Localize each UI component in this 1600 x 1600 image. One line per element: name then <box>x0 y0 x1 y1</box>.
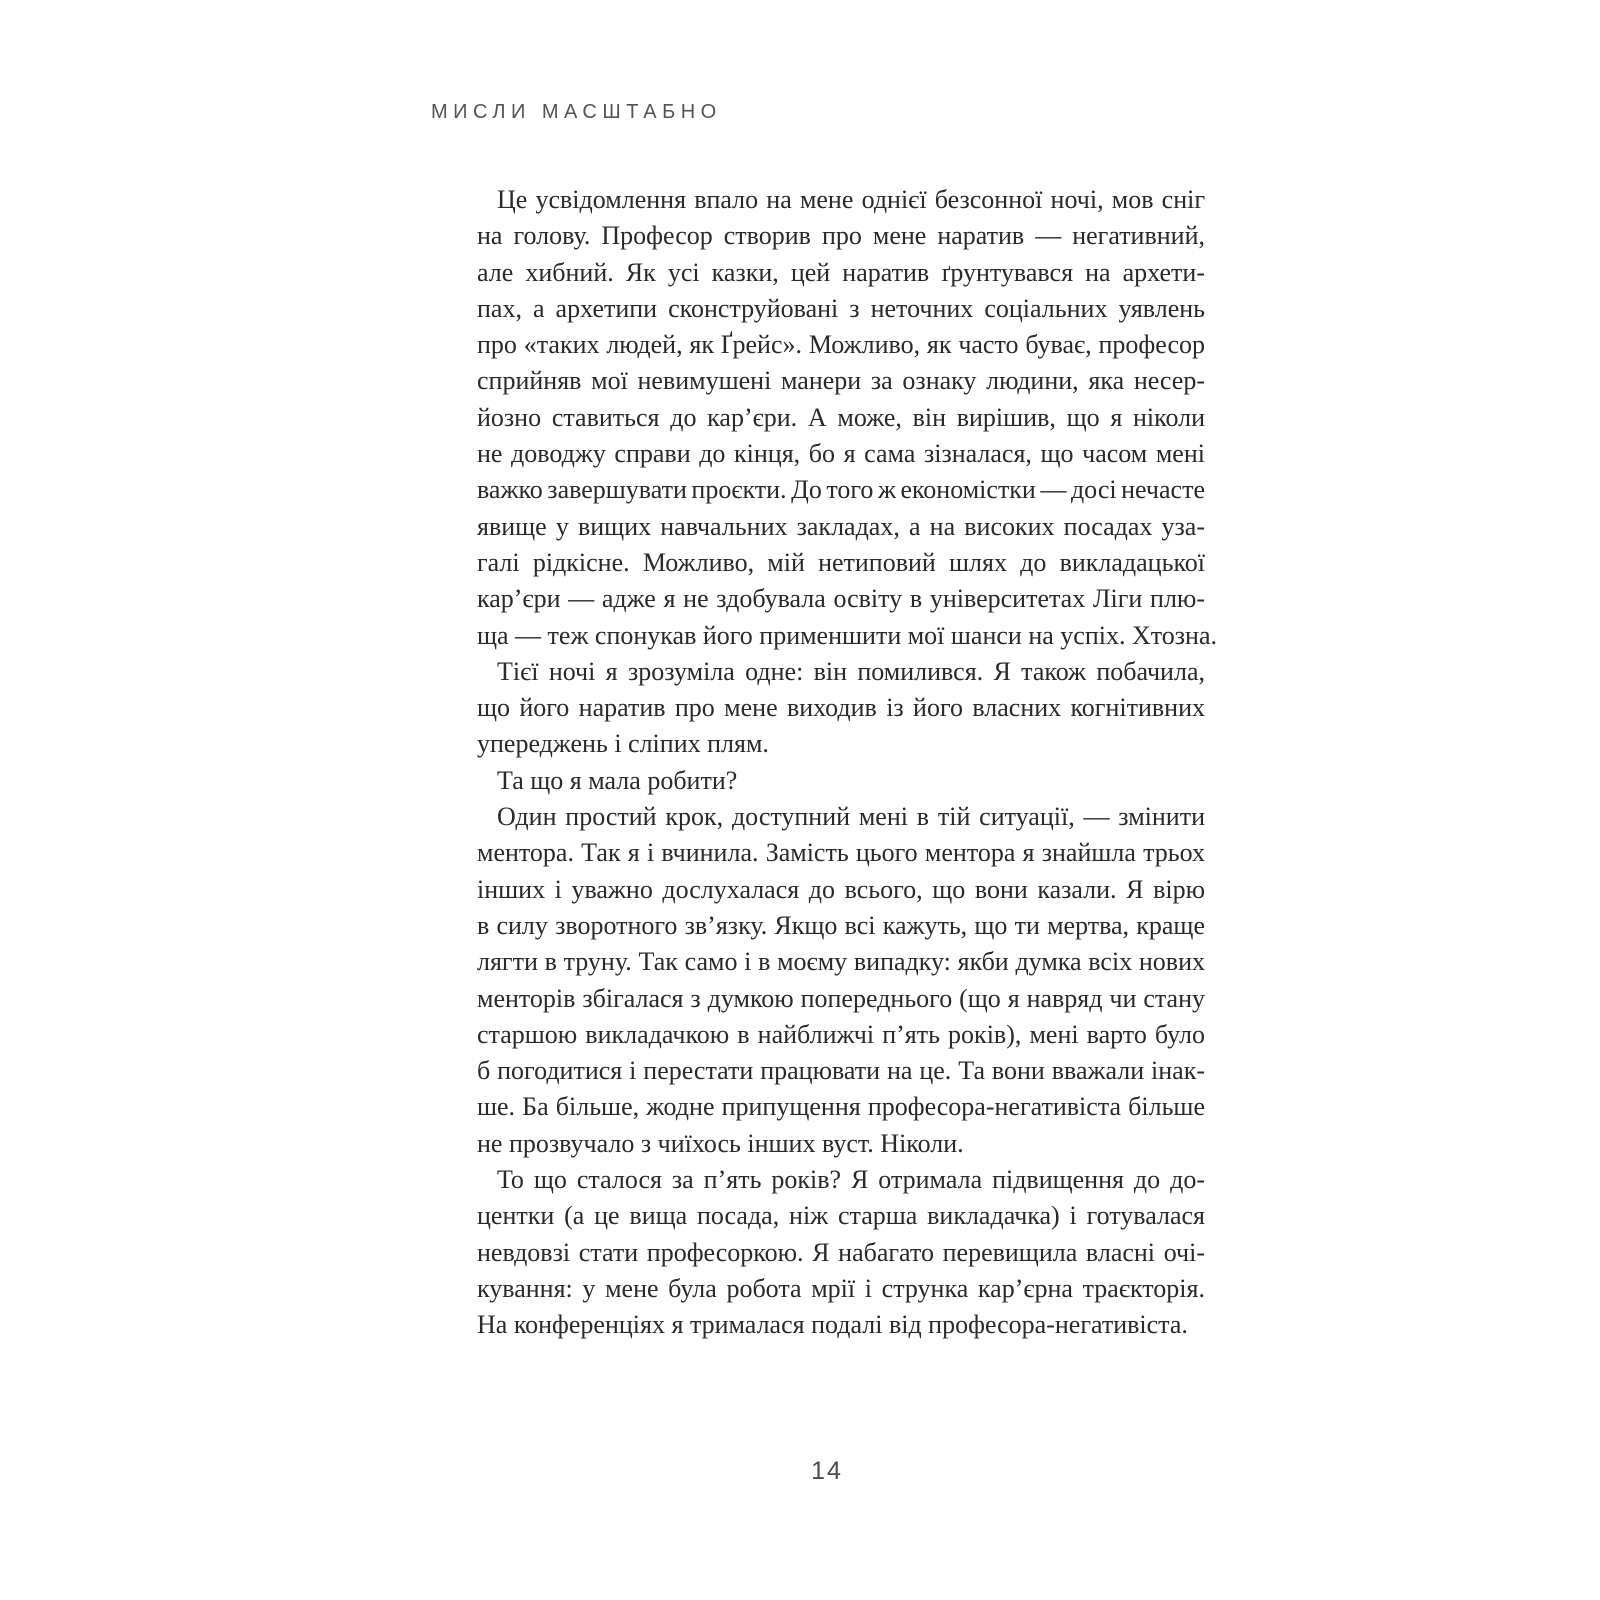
text-line <box>477 981 1205 1017</box>
text-line <box>477 1271 1205 1307</box>
text-line-content: старшою викладачкою в найближчі п’ять років), мені варто було <box>477 1019 1205 1049</box>
text-line-content: упереджень і сліпих плям. <box>477 729 769 759</box>
text-line-content: кар’єри — адже я не здобувала освіту в університетах Ліги плю- <box>477 584 1205 614</box>
text-line-content: сприйняв мої невимушені манери за ознаку людини, яка несер- <box>477 366 1205 396</box>
page-number: 14 <box>811 1457 843 1485</box>
text-line-content: явище у вищих навчальних закладах, а на високих посадах уза- <box>477 511 1205 541</box>
text-line <box>477 1053 1205 1089</box>
text-line <box>477 581 1205 617</box>
text-line <box>477 726 1205 762</box>
text-line-content: ше. Ба більше, жодне припущення професора-негативіста більше <box>477 1092 1205 1122</box>
text-line-content: То що сталося за п’ять років? Я отримала підвищення до до- <box>497 1165 1205 1195</box>
text-line-content: в силу зворотного зв’язку. Якщо всі кажуть, що ти мертва, краще <box>477 910 1205 940</box>
text-line-content: але хибний. Як усі казки, цей наратив ґрунтувався на архети- <box>477 257 1205 287</box>
text-line-content: галі рідкісне. Можливо, мій нетиповий шлях до викладацької <box>477 547 1205 577</box>
text-line-content: лягти в труну. Так само і в моєму випадку: якби думка всіх нових <box>477 947 1205 977</box>
text-line <box>477 545 1205 581</box>
text-line-content: пах, а архетипи сконструйовані з неточних соціальних уявлень <box>477 293 1205 323</box>
text-line-content: центки (а це вища посада, ніж старша викладачка) і готувалася <box>477 1201 1205 1231</box>
text-line <box>477 255 1205 291</box>
text-line-content: не доводжу справи до кінця, бо я сама зізналася, що часом мені <box>477 439 1205 469</box>
text-line <box>477 1198 1205 1234</box>
text-line <box>477 218 1205 254</box>
text-line <box>477 363 1205 399</box>
running-header: МИСЛИ МАСШТАБНО <box>431 101 722 123</box>
text-line-content: йозно ставиться до кар’єри. А може, він вирішив, що я ніколи <box>477 402 1205 432</box>
text-line-content: Один простий крок, доступний мені в тій ситуації, — змінити <box>497 802 1205 832</box>
text-line-content: ментора. Так я і вчинила. Замість цього ментора я знайшла трьох <box>477 838 1205 868</box>
text-line-content: Та що я мала робити? <box>497 765 738 795</box>
text-line-content: на голову. Професор створив про мене наратив — негативний, <box>477 221 1205 251</box>
text-line-content: про «таких людей, як Ґрейс». Можливо, як часто буває, професор <box>477 330 1205 360</box>
text-line <box>477 1017 1205 1053</box>
text-line-content: кування: у мене була робота мрії і струнка кар’єрна траєкторія. <box>477 1273 1205 1303</box>
text-line-content: не прозвучало з чиїхось інших вуст. Ніколи. <box>477 1128 964 1158</box>
text-line <box>477 472 1205 508</box>
text-line-content: Тієї ночі я зрозуміла одне: він помилився. Я також побачила, <box>497 656 1205 686</box>
text-line <box>477 291 1205 327</box>
text-line <box>477 1162 1205 1198</box>
text-line <box>477 763 1205 799</box>
text-line <box>477 690 1205 726</box>
text-line <box>477 799 1205 835</box>
text-line <box>477 944 1205 980</box>
text-line <box>477 908 1205 944</box>
text-line <box>477 872 1205 908</box>
text-line <box>477 618 1217 654</box>
text-line-content: ща — теж спонукав його применшити мої шанси на успіх. Хтозна. <box>477 620 1217 650</box>
text-line-content: невдовзі стати професоркою. Я набагато перевищила власні очі- <box>477 1237 1205 1267</box>
text-line <box>477 654 1205 690</box>
text-line <box>477 1126 1205 1162</box>
text-line <box>477 1235 1205 1271</box>
text-line <box>477 327 1205 363</box>
text-line <box>477 1089 1205 1125</box>
page-text <box>477 182 1217 1344</box>
text-line-content: що його наратив про мене виходив із його власних когнітивних <box>477 693 1205 723</box>
text-line-content: важко завершувати проєкти. До того ж економістки — досі нечасте <box>477 475 1205 505</box>
text-line-content: інших і уважно дослухалася до всього, що вони казали. Я вірю <box>477 874 1205 904</box>
text-line <box>477 400 1205 436</box>
text-line-content: Це усвідомлення впало на мене однієї безсонної ночі, мов сніг <box>497 185 1205 214</box>
text-line-content: б погодитися і перестати працювати на це. Та вони вважали інак- <box>477 1056 1205 1086</box>
text-line <box>477 182 1205 218</box>
text-line <box>477 1307 1205 1343</box>
text-line <box>477 509 1205 545</box>
text-line-content: менторів збігалася з думкою попереднього (що я навряд чи стану <box>477 983 1205 1013</box>
text-line <box>477 436 1205 472</box>
text-line <box>477 835 1205 871</box>
text-line-content: На конференціях я трималася подалі від професора-негативіста. <box>477 1310 1188 1340</box>
